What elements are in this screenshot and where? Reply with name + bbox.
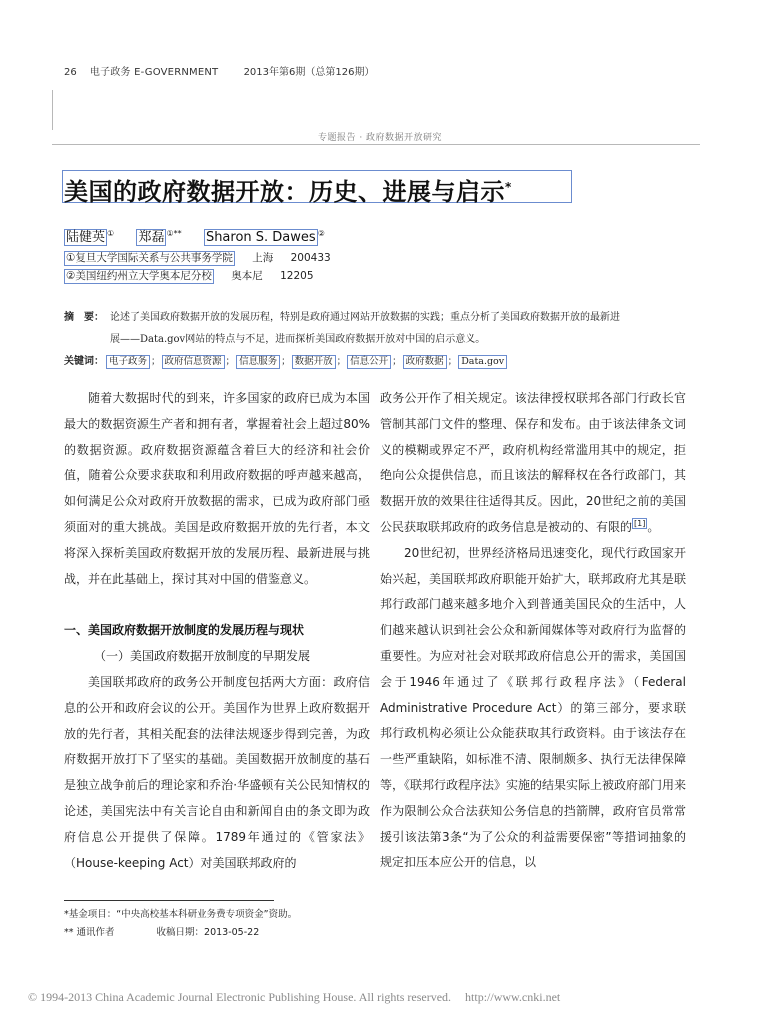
keyword[interactable]: 政府信息资源 — [162, 355, 225, 369]
footnote-contact-label: ** 通讯作者 — [64, 927, 115, 938]
keywords: 关键词： 电子政务 ； 政府信息资源 ； 信息服务 ； 数据开放 ； 信息公开 ； 政府数据 ； Data.gov — [64, 352, 507, 369]
subsection-heading: （一）美国政府数据开放制度的早期发展 — [94, 649, 311, 664]
footnote-rule — [64, 900, 274, 901]
footnote-fund: *基金项目：“中央高校基本科研业务费专项资金”资助。 — [64, 909, 298, 920]
footnote-contact — [64, 924, 259, 938]
title-footnote-mark: * — [505, 180, 512, 194]
body-column-left — [64, 386, 370, 876]
article-title[interactable] — [64, 172, 512, 207]
body-paragraph: 随着大数据时代的到来，许多国家的政府已成为本国最大的数据资源生产者和拥有者，掌握着社会上超过80%的数据资源。政府数据资源蕴含着巨大的经济和社会价值，随着公众要求获取和利用政府数据的呼声越来越高，如何满足公众对政府开放数据的需求，已成为政府部门亟须面对的重大挑战。美国是政府数据开放的先行者，本文将深入探析美国政府数据开放的发展历程、最新进展与挑战，并在此基础上，探讨其对中国的借鉴意义。 — [64, 391, 370, 586]
affiliation-2-code: 12205 — [280, 270, 314, 282]
affiliation-2 — [64, 268, 314, 284]
citation-link[interactable]: [1] — [634, 518, 646, 528]
keywords-label: 关键词： — [64, 356, 104, 367]
footnote-received: 收稿日期：2013-05-22 — [156, 927, 260, 938]
author-3-sup: ② — [317, 229, 325, 238]
keyword[interactable]: 电子政务 — [106, 355, 150, 369]
section-label: 专题报告 · 政府数据开放研究 — [317, 133, 443, 143]
author-1-sup: ① — [107, 229, 115, 238]
affiliation-1 — [64, 250, 331, 266]
article-title-text: 美国的政府数据开放：历史、进展与启示 — [64, 178, 505, 206]
abstract-text-1: 论述了美国政府数据开放的发展历程，特别是政府通过网站开放数据的实践；重点分析了美国政府数据开放的最新进 — [110, 312, 620, 323]
affiliation-1-code: 200433 — [290, 252, 331, 264]
author-2[interactable]: 郑磊 — [138, 230, 165, 246]
keyword[interactable]: 信息公开 — [347, 355, 391, 369]
abstract-line-1 — [64, 307, 684, 329]
abstract-line-2: 展——Data.gov网站的特点与不足，进而探析美国政府数据开放对中国的启示意义。 — [110, 334, 486, 345]
author-3[interactable]: Sharon S. Dawes — [205, 230, 316, 246]
affiliation-2-city: 奥本尼 — [231, 270, 263, 282]
affiliation-1-city: 上海 — [252, 252, 274, 264]
author-2-sup: ①** — [166, 229, 182, 238]
copyright-text: © 1994-2013 China Academic Journal Electronic Publishing House. All rights reserved. — [28, 990, 452, 1004]
keyword[interactable]: 信息服务 — [236, 355, 280, 369]
page-number: 26 — [64, 67, 77, 78]
vertical-rule — [52, 90, 53, 130]
abstract-label: 摘 要： — [64, 312, 104, 323]
body-paragraph: 政务公开作了相关规定。该法律授权联邦各部门行政长官管制其部门文件的整理、保存和发布。由于该法律条文词义的模糊或界定不严，政府机构经常滥用其中的规定，拒绝向公众提供信息，而且该法的解释权在各行政部门，其数据开放的效果往往适得其反。因此，20世纪之前的美国公民获取联邦政府的政务信息是被动的、有限的 [1] 。 — [380, 391, 686, 534]
abstract — [64, 307, 684, 351]
body-paragraph: 美国联邦政府的政务公开制度包括两大方面：政府信息的公开和政府会议的公开。美国作为世界上政府数据开放的先行者，其相关配套的法律法规逐步得到完善，为政府数据开放打下了坚实的基础。美国数据开放制度的基石是独立战争前后的理论家和乔治·华盛顿有关公民知情权的论述，美国宪法中有关言论自由和新闻自由的条文即为政府信息公开提供了保障。1789年通过的《管家法》（House-keeping Act）对美国联邦政府的 — [64, 674, 370, 870]
affiliation-2-institution[interactable]: ②美国纽约州立大学奥本尼分校 — [66, 270, 212, 282]
issue-info: 2013年第6期（总第126期） — [243, 67, 375, 78]
copyright-footer — [28, 990, 560, 1005]
keyword[interactable]: 数据开放 — [292, 355, 336, 369]
header-rule — [52, 144, 700, 145]
author-1[interactable]: 陆健英 — [66, 230, 106, 246]
section-heading: 一、美国政府数据开放制度的发展历程与现状 — [64, 623, 305, 638]
journal-name: 电子政务 E-GOVERNMENT — [89, 67, 219, 78]
keyword[interactable]: Data.gov — [458, 355, 507, 369]
affiliation-1-institution[interactable]: ①复旦大学国际关系与公共事务学院 — [66, 252, 233, 264]
keyword[interactable]: 政府数据 — [403, 355, 447, 369]
author-list — [64, 229, 325, 246]
running-head — [64, 63, 374, 78]
body-paragraph: 20世纪初，世界经济格局迅速变化，现代行政国家开始兴起，美国联邦政府职能开始扩大，联邦政府尤其是联邦行政部门越来越多地介入到普通美国民众的生活中，人们越来越认识到社会公众和新闻媒体等对政府行为监督的重要性。为应对社会对联邦政府信息公开的需求，美国国会于1946年通过了《联邦行政程序法》（Federal Administrative Procedure Act）的第三部分，要求联邦行政机构必须让公众能获取其行政资料。由于该法存在一些严重缺陷，如标准不清、限制颇多、执行无法律保障等，《联邦行政程序法》实施的结果实际上被政府部门用来作为限制公众合法获知公务信息的挡箭牌，政府官员常常援引该法第3条“为了公众的利益需要保密”等措词抽象的规定扣压本应公开的信息，以 — [380, 545, 687, 870]
cnki-link[interactable]: http://www.cnki.net — [465, 990, 561, 1004]
body-column-right — [380, 386, 686, 876]
